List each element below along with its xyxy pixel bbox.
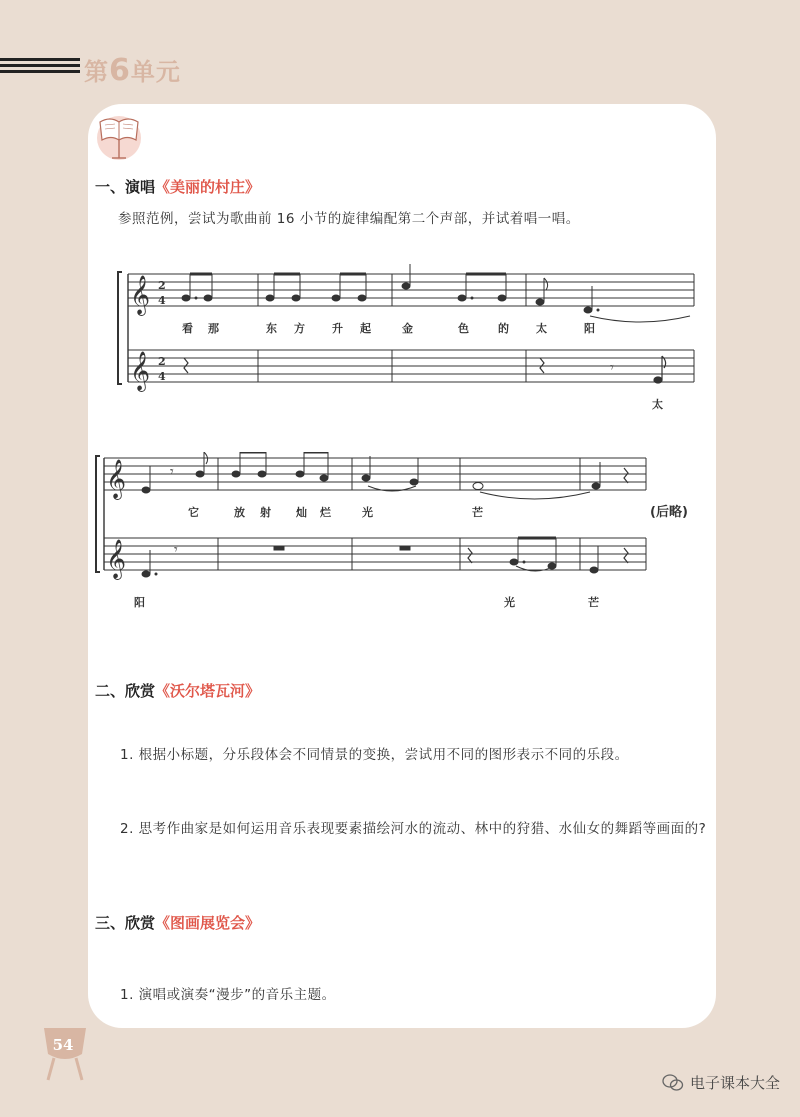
unit-title: 第6单元 [84,53,181,88]
lyric: 的 [498,322,509,335]
lyric: 它 [188,506,199,519]
lyric: 灿 [296,506,307,519]
svg-text:2: 2 [158,279,166,292]
section-2-item-1: 1. 根据小标题，分乐段体会不同情景的变换，尝试用不同的图形表示不同的乐段。 [120,747,629,763]
lyric: 阳 [134,596,145,609]
lyric: 色 [458,322,469,335]
lyric: 阳 [584,322,595,335]
lyric: 烂 [320,506,331,519]
lyric: 光 [504,596,515,609]
lyric: 太 [652,398,663,411]
svg-text:𝄾: 𝄾 [174,542,178,558]
lyric: 升 [332,322,343,335]
score-system-1 [110,262,710,412]
lyric: 方 [294,322,305,335]
score-system-2 [94,452,704,612]
section-3-item-1: 1. 演唱或演奏“漫步”的音乐主题。 [120,987,336,1003]
page-number: 54 [52,1036,74,1054]
svg-text:𝄾: 𝄾 [610,360,614,376]
instruction-text: 参照范例，尝试为歌曲前 16 小节的旋律编配第二个声部，并试着唱一唱。 [118,211,580,227]
svg-text:𝄞: 𝄞 [106,459,127,499]
header-stripes [0,58,80,78]
watermark-text: 电子课本大全 [689,1074,780,1092]
lyric: 放 [234,506,245,519]
lyric: 东 [266,322,277,335]
lyric: 起 [360,322,371,335]
svg-text:4: 4 [158,370,166,383]
svg-text:2: 2 [158,355,166,368]
svg-text:𝄞: 𝄞 [130,275,151,315]
svg-text:𝄞: 𝄞 [106,539,127,579]
section-2-title: 二、欣赏《沃尔塔瓦河》 [95,682,261,700]
watermark [662,1072,780,1093]
end-note: (后略) [650,505,688,520]
lyric: 金 [402,322,413,335]
lyric: 射 [260,506,271,519]
lyric: 光 [362,506,373,519]
lyric: 那 [208,322,219,335]
section-3-title: 三、欣赏《图画展览会》 [95,914,261,932]
lyric: 芒 [588,596,599,609]
svg-text:𝄾: 𝄾 [170,464,174,480]
lyric: 看 [182,322,193,335]
svg-text:𝄞: 𝄞 [130,351,151,391]
section-2-item-2: 2. 思考作曲家是如何运用音乐表现要素描绘河水的流动、林中的狩猎、水仙女的舞蹈等画面的? [120,821,707,837]
lyric: 太 [536,322,547,335]
wechat-icon [662,1074,684,1092]
section-1-title: 一、演唱《美丽的村庄》 [95,178,261,196]
svg-text:4: 4 [158,294,166,307]
music-book-icon [92,108,146,162]
lyric: 芒 [472,506,483,519]
